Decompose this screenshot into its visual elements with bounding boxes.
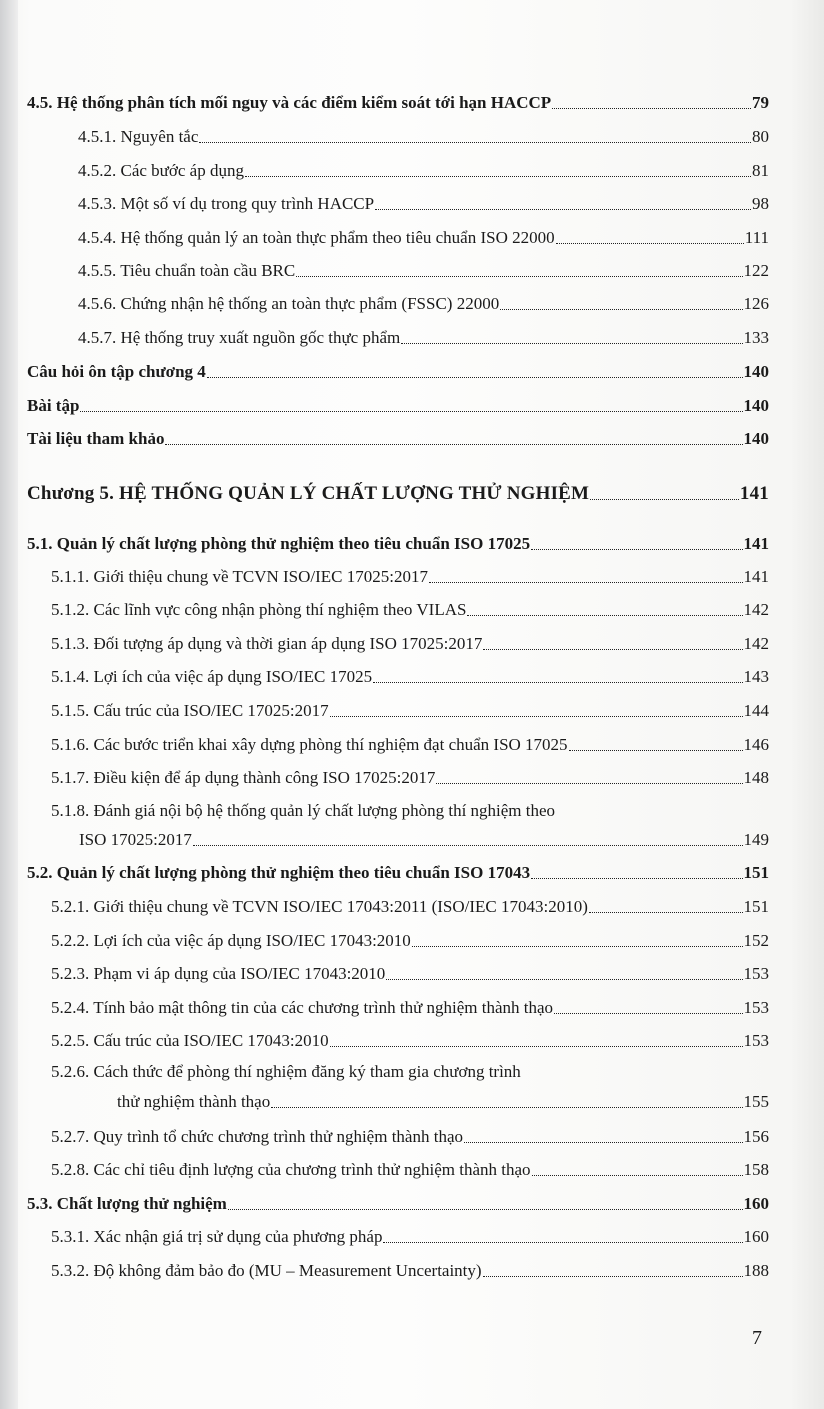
- toc-page: 152: [743, 931, 769, 950]
- toc-entry-4-5-6: [78, 293, 769, 315]
- toc-leader: [532, 1175, 743, 1176]
- toc-section-5-1: [27, 533, 769, 555]
- toc-label: 5.3.1. Xác nhận giá trị sử dụng của phương pháp: [51, 1227, 383, 1246]
- toc-entry-5-2-8: [51, 1159, 769, 1181]
- toc-leader: [383, 1242, 742, 1243]
- toc-entry-5-1-7: [51, 767, 769, 789]
- toc-exercises: [27, 395, 769, 417]
- toc-leader: [373, 682, 742, 683]
- toc-page: 153: [743, 964, 769, 983]
- toc-label: 4.5.6. Chứng nhận hệ thống an toàn thực phẩm (FSSC) 22000: [78, 294, 500, 313]
- toc-label: Bài tập: [27, 396, 80, 415]
- toc-page: 140: [743, 396, 769, 415]
- toc-label: 5.1.5. Cấu trúc của ISO/IEC 17025:2017: [51, 701, 329, 720]
- toc-label: 5.1.7. Điều kiện để áp dụng thành công ISO 17025:2017: [51, 768, 436, 787]
- toc-leader: [589, 912, 743, 913]
- toc-entry-5-1-4: [51, 666, 769, 688]
- toc-entry-4-5-5: [78, 260, 769, 282]
- toc-leader: [500, 309, 742, 310]
- toc-page: 141: [739, 483, 769, 504]
- toc-label: 5.2.5. Cấu trúc của ISO/IEC 17043:2010: [51, 1031, 329, 1050]
- toc-page: 140: [743, 362, 769, 381]
- page-number: 7: [752, 1327, 762, 1349]
- toc-label: 5.3.2. Độ không đảm bảo đo (MU – Measurement Uncertainty): [51, 1261, 482, 1280]
- toc-leader: [199, 142, 751, 143]
- toc-label: Tài liệu tham khảo: [27, 429, 165, 448]
- toc-label: 5.1.6. Các bước triển khai xây dựng phòng thí nghiệm đạt chuẩn ISO 17025: [51, 735, 568, 754]
- toc-label: 5.2.8. Các chỉ tiêu định lượng của chương trình thử nghiệm thành thạo: [51, 1160, 531, 1179]
- toc-label: 4.5.7. Hệ thống truy xuất nguồn gốc thực phẩm: [78, 328, 401, 347]
- toc-page: 142: [743, 634, 769, 653]
- toc-label: 5.1.2. Các lĩnh vực công nhận phòng thí nghiệm theo VILAS: [51, 600, 467, 619]
- toc-leader: [464, 1142, 743, 1143]
- toc-label: 4.5. Hệ thống phân tích mối nguy và các điểm kiểm soát tới hạn HACCP: [27, 93, 552, 112]
- toc-page: 81: [752, 161, 769, 180]
- toc-page: 151: [743, 897, 769, 916]
- toc-label: 5.2.7. Quy trình tổ chức chương trình thử nghiệm thành thạo: [51, 1127, 463, 1146]
- toc-page: 155: [743, 1092, 769, 1111]
- toc-entry-5-2-5: [51, 1030, 769, 1052]
- toc-label: 5.2.4. Tính bảo mật thông tin của các chương trình thử nghiệm thành thạo: [51, 998, 554, 1017]
- page-edge-shadow: [0, 0, 18, 1409]
- toc-label: 5.1.3. Đối tượng áp dụng và thời gian áp dụng ISO 17025:2017: [51, 634, 483, 653]
- toc-leader: [531, 549, 742, 550]
- toc-entry-4-5-1: [78, 126, 769, 148]
- toc-page: 141: [743, 567, 769, 586]
- toc-leader: [467, 615, 742, 616]
- toc-label: 4.5.2. Các bước áp dụng: [78, 161, 244, 180]
- toc-entry-5-2-7: [51, 1126, 769, 1148]
- toc-label: 4.5.1. Nguyên tắc: [78, 127, 199, 146]
- toc-leader: [531, 878, 742, 879]
- toc-section-5-2: [27, 862, 769, 884]
- toc-page: 141: [743, 534, 769, 553]
- toc-leader: [483, 1276, 743, 1277]
- toc-section-4-5: [27, 92, 769, 114]
- toc-page: 140: [743, 429, 769, 448]
- toc-page: 188: [743, 1261, 769, 1280]
- toc-label: ISO 17025:2017: [79, 830, 192, 849]
- toc-entry-5-1-1: [51, 566, 769, 588]
- toc-page: 79: [752, 93, 769, 112]
- toc-leader: [330, 716, 743, 717]
- toc-leader: [207, 377, 743, 378]
- toc-leader: [436, 783, 742, 784]
- toc-label: 5.2.2. Lợi ích của việc áp dụng ISO/IEC 17043:2010: [51, 931, 411, 950]
- toc-leader: [483, 649, 742, 650]
- toc-leader: [552, 108, 751, 109]
- toc-entry-5-1-8-line1: 5.1.8. Đánh giá nội bộ hệ thống quản lý chất lượng phòng thí nghiệm theo: [51, 801, 556, 820]
- toc-entry-5-2-4: [51, 997, 769, 1019]
- toc-page: 133: [743, 328, 769, 347]
- toc-label: 5.3. Chất lượng thử nghiệm: [27, 1194, 227, 1213]
- toc-entry-4-5-4: [78, 227, 769, 249]
- toc-entry-4-5-2: [78, 160, 769, 182]
- toc-page: 151: [743, 863, 769, 882]
- toc-page: 146: [743, 735, 769, 754]
- toc-chapter-5: [27, 483, 769, 505]
- toc-page: 153: [743, 998, 769, 1017]
- toc-page: 160: [743, 1194, 769, 1213]
- toc-entry-5-2-6: [117, 1091, 769, 1113]
- toc-label: 5.2.3. Phạm vi áp dụng của ISO/IEC 17043:2010: [51, 964, 386, 983]
- toc-page: 142: [743, 600, 769, 619]
- toc-leader: [296, 276, 742, 277]
- toc-page: 143: [743, 667, 769, 686]
- toc-leader: [569, 750, 743, 751]
- toc-leader: [386, 979, 742, 980]
- toc-page: 149: [743, 830, 769, 849]
- toc-entry-5-1-3: [51, 633, 769, 655]
- toc-entry-4-5-7: [78, 327, 769, 349]
- toc-label: Chương 5. HỆ THỐNG QUẢN LÝ CHẤT LƯỢNG THỬ NGHIỆM: [27, 483, 590, 504]
- toc-leader: [429, 582, 743, 583]
- toc-label: 5.1.4. Lợi ích của việc áp dụng ISO/IEC 17025: [51, 667, 373, 686]
- toc-page: 111: [744, 228, 769, 247]
- toc-page: 148: [743, 768, 769, 787]
- toc-label: 5.1. Quản lý chất lượng phòng thử nghiệm theo tiêu chuẩn ISO 17025: [27, 534, 531, 553]
- toc-page: 126: [743, 294, 769, 313]
- toc-label: Câu hỏi ôn tập chương 4: [27, 362, 206, 381]
- toc-entry-5-2-2: [51, 930, 769, 952]
- toc-label: 4.5.4. Hệ thống quản lý an toàn thực phẩm theo tiêu chuẩn ISO 22000: [78, 228, 555, 247]
- toc-leader: [401, 343, 742, 344]
- toc-page: 80: [752, 127, 769, 146]
- toc-label: 5.1.1. Giới thiệu chung về TCVN ISO/IEC 17025:2017: [51, 567, 428, 586]
- toc-leader: [245, 176, 751, 177]
- toc-label: 5.2. Quản lý chất lượng phòng thử nghiệm theo tiêu chuẩn ISO 17043: [27, 863, 531, 882]
- toc-leader: [165, 444, 742, 445]
- toc-page: 160: [743, 1227, 769, 1246]
- toc-entry-4-5-3: [78, 193, 769, 215]
- toc-leader: [556, 243, 744, 244]
- toc-leader: [375, 209, 751, 210]
- toc-entry-5-1-2: [51, 599, 769, 621]
- toc-leader: [80, 411, 742, 412]
- toc-page: 122: [743, 261, 769, 280]
- toc-entry-5-2-6-line1: 5.2.6. Cách thức để phòng thí nghiệm đăng ký tham gia chương trình: [51, 1062, 521, 1081]
- toc-leader: [412, 946, 743, 947]
- toc-page: 158: [743, 1160, 769, 1179]
- toc-entry-5-1-6: [51, 734, 769, 756]
- toc-leader: [271, 1107, 742, 1108]
- toc-page: 144: [743, 701, 769, 720]
- toc-label: 4.5.5. Tiêu chuẩn toàn cầu BRC: [78, 261, 296, 280]
- toc-page: 153: [743, 1031, 769, 1050]
- toc-entry-5-1-5: [51, 700, 769, 722]
- toc-label: 4.5.3. Một số ví dụ trong quy trình HACCP: [78, 194, 375, 213]
- toc-entry-5-3-2: [51, 1260, 769, 1282]
- toc-entry-5-3-1: [51, 1226, 769, 1248]
- toc-leader: [228, 1209, 743, 1210]
- toc-page: 156: [743, 1127, 769, 1146]
- toc-entry-5-1-8: [79, 829, 769, 851]
- toc-review-questions: [27, 361, 769, 383]
- toc-section-5-3: [27, 1193, 769, 1215]
- toc-label: thử nghiệm thành thạo: [117, 1092, 271, 1111]
- toc-leader: [193, 845, 743, 846]
- toc-references: [27, 428, 769, 450]
- toc-page: 98: [752, 194, 769, 213]
- toc-entry-5-2-3: [51, 963, 769, 985]
- toc-leader: [554, 1013, 742, 1014]
- toc-leader: [590, 499, 739, 500]
- toc-label: 5.2.1. Giới thiệu chung về TCVN ISO/IEC 17043:2011 (ISO/IEC 17043:2010): [51, 897, 588, 916]
- toc-leader: [330, 1046, 743, 1047]
- toc-entry-5-2-1: [51, 896, 769, 918]
